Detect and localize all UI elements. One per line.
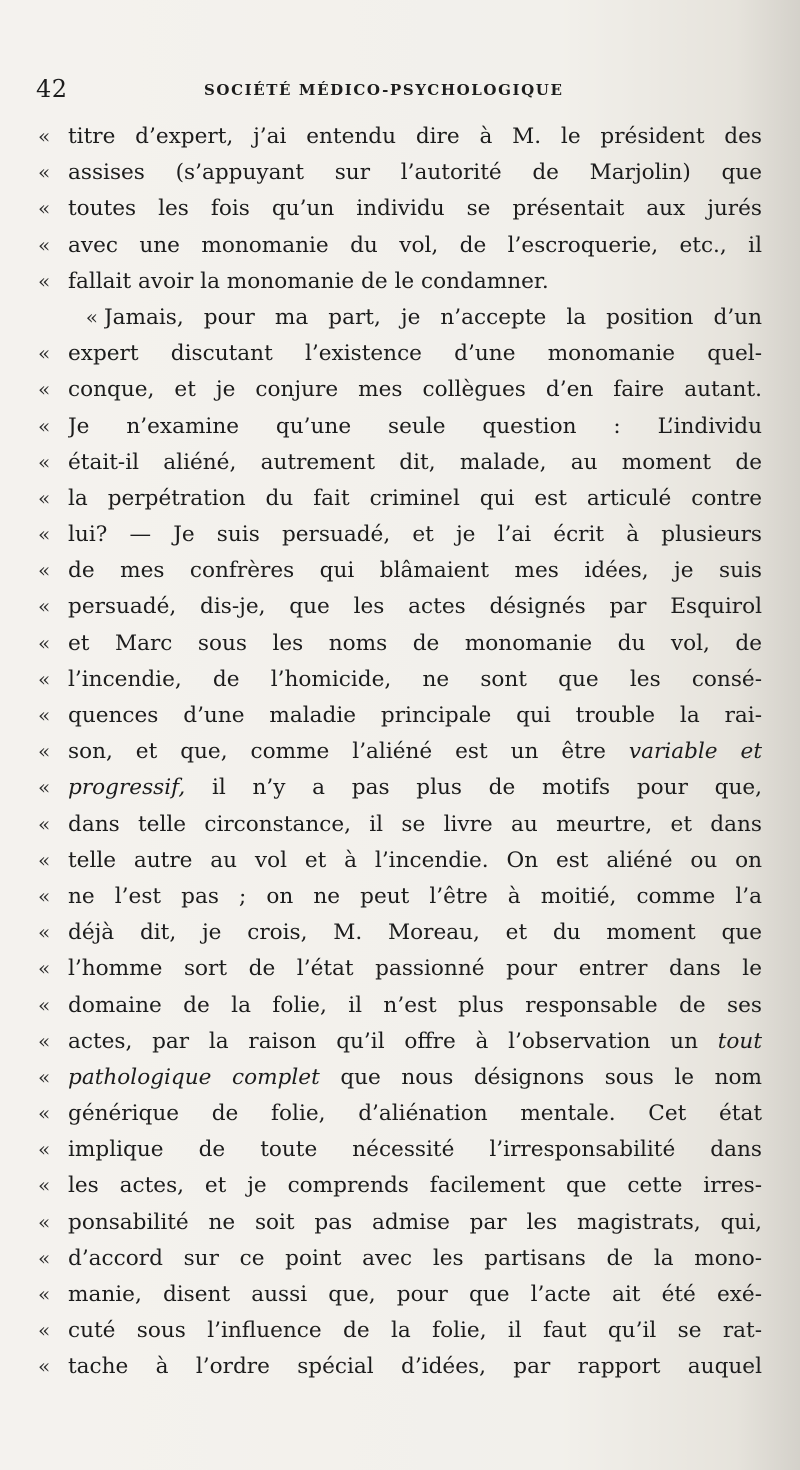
- line-text-roman: l’homme sort de l’état passionné pour entrer dans le: [68, 956, 762, 982]
- line-text: [68, 553, 762, 589]
- text-line: [38, 769, 762, 805]
- line-text: [68, 626, 762, 662]
- text-line: [38, 371, 762, 407]
- page-number: 42: [36, 75, 68, 103]
- guillemet-mark: «: [38, 666, 51, 691]
- text-line: [38, 154, 762, 190]
- line-text-roman: persuadé, dis-je, que les actes désignés par Esquirol: [68, 594, 762, 620]
- guillemet-mark: «: [38, 1101, 51, 1126]
- text-line: [38, 1348, 762, 1384]
- line-text: [68, 481, 762, 517]
- line-text-roman: actes, par la raison qu’il offre à l’observation un: [68, 1028, 718, 1054]
- line-text-roman: avec une monomanie du vol, de l’escroquerie, etc., il: [68, 232, 762, 258]
- line-text: [68, 445, 762, 481]
- guillemet-mark: «: [38, 522, 51, 547]
- guillemet-mark: «: [38, 1209, 51, 1234]
- guillemet-mark: «: [38, 485, 51, 510]
- line-text-roman: toutes les fois qu’un individu se présentait aux jurés: [68, 196, 762, 222]
- guillemet-mark: «: [38, 775, 51, 800]
- line-text: [68, 1241, 762, 1277]
- guillemet-mark: «: [38, 196, 51, 221]
- guillemet-mark: «: [38, 160, 51, 185]
- line-text-roman: que nous désignons sous le nom: [319, 1064, 762, 1090]
- line-text-italic: variable et: [628, 739, 762, 765]
- line-text-roman: l’incendie, de l’homicide, ne sont que les consé-: [68, 666, 762, 692]
- text-line: [38, 444, 762, 480]
- guillemet-mark: «: [38, 377, 51, 402]
- guillemet-mark: «: [38, 1137, 51, 1162]
- line-text-roman: de mes confrères qui blâmaient mes idées, je suis: [68, 558, 762, 584]
- line-text-roman: cuté sous l’influence de la folie, il faut qu’il se rat-: [68, 1318, 762, 1344]
- text-line: [38, 1276, 762, 1312]
- line-text-roman: il n’y a pas plus de motifs pour que,: [185, 775, 762, 801]
- guillemet-mark: «: [38, 558, 51, 583]
- line-text: [68, 770, 762, 806]
- line-text-roman: fallait avoir la monomanie de le condamner.: [68, 268, 549, 294]
- text-line: [38, 950, 762, 986]
- text-line: [38, 1167, 762, 1203]
- text-line: [38, 1312, 762, 1348]
- page-header: [36, 72, 756, 106]
- line-text: [68, 988, 762, 1024]
- line-text-roman: déjà dit, je crois, M. Moreau, et du moment que: [68, 920, 762, 946]
- line-text: [68, 155, 762, 191]
- text-line: [38, 408, 762, 444]
- text-line: [38, 1240, 762, 1276]
- line-text: [68, 119, 762, 155]
- text-line: [38, 480, 762, 516]
- line-text: [68, 1313, 762, 1349]
- text-line: [38, 842, 762, 878]
- line-text-roman: implique de toute nécessité l’irresponsabilité dans: [68, 1137, 762, 1163]
- line-text: [68, 1096, 762, 1132]
- text-line: [38, 227, 762, 263]
- running-head: SOCIÉTÉ MÉDICO-PSYCHOLOGIQUE: [204, 81, 564, 99]
- text-line: [38, 1095, 762, 1131]
- text-line: [38, 1023, 762, 1059]
- text-line: [38, 1059, 762, 1095]
- line-text-roman: ponsabilité ne soit pas admise par les magistrats, qui,: [68, 1209, 762, 1235]
- line-text-roman: conque, et je conjure mes collègues d’en faire autant.: [68, 377, 762, 403]
- guillemet-mark: «: [38, 1028, 51, 1053]
- line-text: [68, 807, 762, 843]
- guillemet-mark: «: [38, 630, 51, 655]
- line-text: [68, 336, 762, 372]
- line-text-roman: tache à l’ordre spécial d’idées, par rapport auquel: [68, 1354, 762, 1380]
- line-text: [68, 517, 762, 553]
- line-text-roman: domaine de la folie, il n’est plus responsable de ses: [68, 992, 762, 1018]
- line-text: [68, 1349, 762, 1385]
- line-text: [68, 372, 762, 408]
- guillemet-mark: «: [38, 883, 51, 908]
- guillemet-mark: «: [38, 1173, 51, 1198]
- line-text: [68, 734, 762, 770]
- guillemet-mark: «: [38, 1245, 51, 1270]
- text-line: [38, 1204, 762, 1240]
- line-text: [68, 409, 762, 445]
- line-text: [68, 1277, 762, 1313]
- line-text-roman: et Marc sous les noms de monomanie du vol, de: [68, 630, 762, 656]
- guillemet-mark: «: [38, 956, 51, 981]
- line-text-roman: lui? — Je suis persuadé, et je l’ai écrit à plusieurs: [68, 522, 762, 548]
- text-line: [38, 914, 762, 950]
- guillemet-mark: «: [38, 232, 51, 257]
- line-text: [68, 1024, 762, 1060]
- text-line: [38, 878, 762, 914]
- line-text-roman: dans telle circonstance, il se livre au meurtre, et dans: [68, 811, 762, 837]
- guillemet-mark: «: [38, 413, 51, 438]
- guillemet-mark: «: [38, 268, 51, 293]
- guillemet-mark: «: [38, 124, 51, 148]
- line-text-roman: la perpétration du fait criminel qui est articulé contre: [68, 485, 762, 511]
- guillemet-mark: «: [38, 341, 51, 366]
- line-text: [68, 698, 762, 734]
- text-line: [38, 335, 762, 371]
- line-text: [68, 589, 762, 625]
- text-line: [38, 697, 762, 733]
- line-text-roman: telle autre au vol et à l’incendie. On est aliéné ou on: [68, 847, 762, 873]
- line-text: [68, 191, 762, 227]
- text-line: [38, 552, 762, 588]
- guillemet-mark: «: [85, 304, 98, 329]
- line-text-roman: manie, disent aussi que, pour que l’acte ait été exé-: [68, 1282, 762, 1307]
- line-text-italic: pathologique complet: [68, 1064, 320, 1090]
- line-text: [68, 264, 762, 300]
- text-line: [38, 588, 762, 624]
- guillemet-mark: «: [38, 1318, 51, 1343]
- guillemet-mark: «: [38, 739, 51, 764]
- guillemet-mark: «: [38, 1282, 51, 1306]
- guillemet-mark: «: [38, 811, 51, 836]
- line-text-italic: progressif,: [68, 775, 186, 801]
- text-line: [38, 118, 762, 154]
- guillemet-mark: «: [38, 449, 51, 474]
- guillemet-mark: «: [38, 847, 51, 872]
- line-text-roman: assises (s’appuyant sur l’autorité de Marjolin) que: [68, 160, 762, 186]
- line-text: [68, 879, 762, 915]
- line-text-roman: était-il aliéné, autrement dit, malade, au moment de: [68, 449, 762, 475]
- line-text: [68, 1060, 762, 1096]
- text-line: [38, 661, 762, 697]
- line-text: [68, 662, 762, 698]
- text-line: [38, 263, 762, 299]
- line-text-roman: Je n’examine qu’une seule question : L’individu: [68, 413, 762, 439]
- text-line: [38, 625, 762, 661]
- line-text: [68, 228, 762, 264]
- guillemet-mark: «: [38, 992, 51, 1017]
- line-text: [68, 1168, 762, 1204]
- guillemet-mark: «: [38, 703, 51, 727]
- guillemet-mark: «: [38, 1064, 51, 1089]
- line-text: [68, 915, 762, 951]
- line-text: [104, 300, 762, 336]
- text-line: [38, 987, 762, 1023]
- line-text: [68, 1205, 762, 1241]
- line-text-roman: ne l’est pas ; on ne peut l’être à moitié, comme l’a: [68, 883, 762, 909]
- guillemet-mark: «: [38, 594, 51, 619]
- line-text-roman: quences d’une maladie principale qui trouble la rai-: [68, 703, 762, 728]
- line-text: [68, 843, 762, 879]
- text-line: [38, 516, 762, 552]
- line-text-roman: expert discutant l’existence d’une monomanie quel-: [68, 341, 762, 367]
- line-text-roman: Jamais, pour ma part, je n’accepte la position d’un: [104, 304, 762, 330]
- line-text-roman: d’accord sur ce point avec les partisans de la mono-: [68, 1245, 762, 1271]
- line-text-roman: titre d’expert, j’ai entendu dire à M. le président des: [68, 124, 762, 149]
- text-line: [38, 190, 762, 226]
- line-text-roman: générique de folie, d’aliénation mentale. Cet état: [68, 1101, 762, 1127]
- guillemet-mark: «: [38, 1354, 51, 1379]
- text-line: [38, 1131, 762, 1167]
- text-line: [38, 806, 762, 842]
- line-text: [68, 1132, 762, 1168]
- guillemet-mark: «: [38, 920, 51, 945]
- body-text: [38, 118, 762, 1385]
- line-text-roman: les actes, et je comprends facilement que cette irres-: [68, 1173, 762, 1199]
- text-line: [38, 299, 762, 335]
- text-line: [38, 733, 762, 769]
- line-text: [68, 951, 762, 987]
- line-text-italic: tout: [717, 1028, 762, 1054]
- line-text-roman: son, et que, comme l’aliéné est un être: [68, 739, 629, 765]
